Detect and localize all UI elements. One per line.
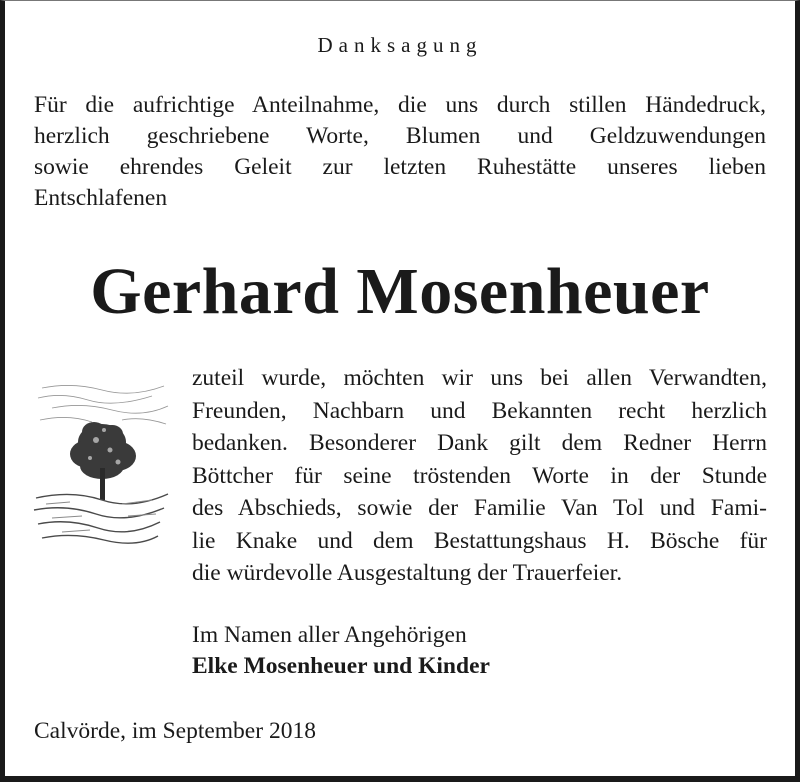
body-line: die würdevolle Ausgestaltung der Trauerfeier.	[192, 560, 623, 586]
tree-landscape-icon	[32, 380, 172, 550]
intro-paragraph	[34, 90, 766, 214]
body-line: des Abschieds, sowie der Familie Van Tol und Fami-	[192, 495, 767, 521]
signature-intro: Im Namen aller Angehörigen	[192, 622, 467, 648]
intro-line: Für die aufrichtige Anteilnahme, die uns durch stillen Händedruck,	[34, 92, 766, 118]
thanks-paragraph	[192, 362, 767, 590]
body-line: Freunden, Nachbarn und Bekannten recht herzlich	[192, 397, 767, 424]
body-line: bedanken. Besonderer Dank gilt dem Redner Herrn	[192, 430, 767, 456]
intro-line: herzlich geschriebene Worte, Blumen und Geldzuwendungen	[34, 123, 766, 149]
signature-names: Elke Mosenheuer und Kinder	[192, 653, 490, 679]
body-line: lie Knake und dem Bestattungshaus H. Bösche für	[192, 527, 767, 554]
notice-title: Danksagung	[317, 33, 483, 57]
body-line: Böttcher für seine tröstenden Worte in der Stunde	[192, 462, 767, 489]
body-line: zuteil wurde, möchten wir uns bei allen Verwandten,	[192, 365, 767, 391]
intro-line: Entschlafenen	[34, 185, 168, 211]
intro-line: sowie ehrendes Geleit zur letzten Ruhestätte unseres lieben	[34, 154, 766, 180]
place-date: Calvörde, im September 2018	[34, 718, 316, 744]
deceased-name: Gerhard Mosenheuer	[90, 255, 710, 328]
